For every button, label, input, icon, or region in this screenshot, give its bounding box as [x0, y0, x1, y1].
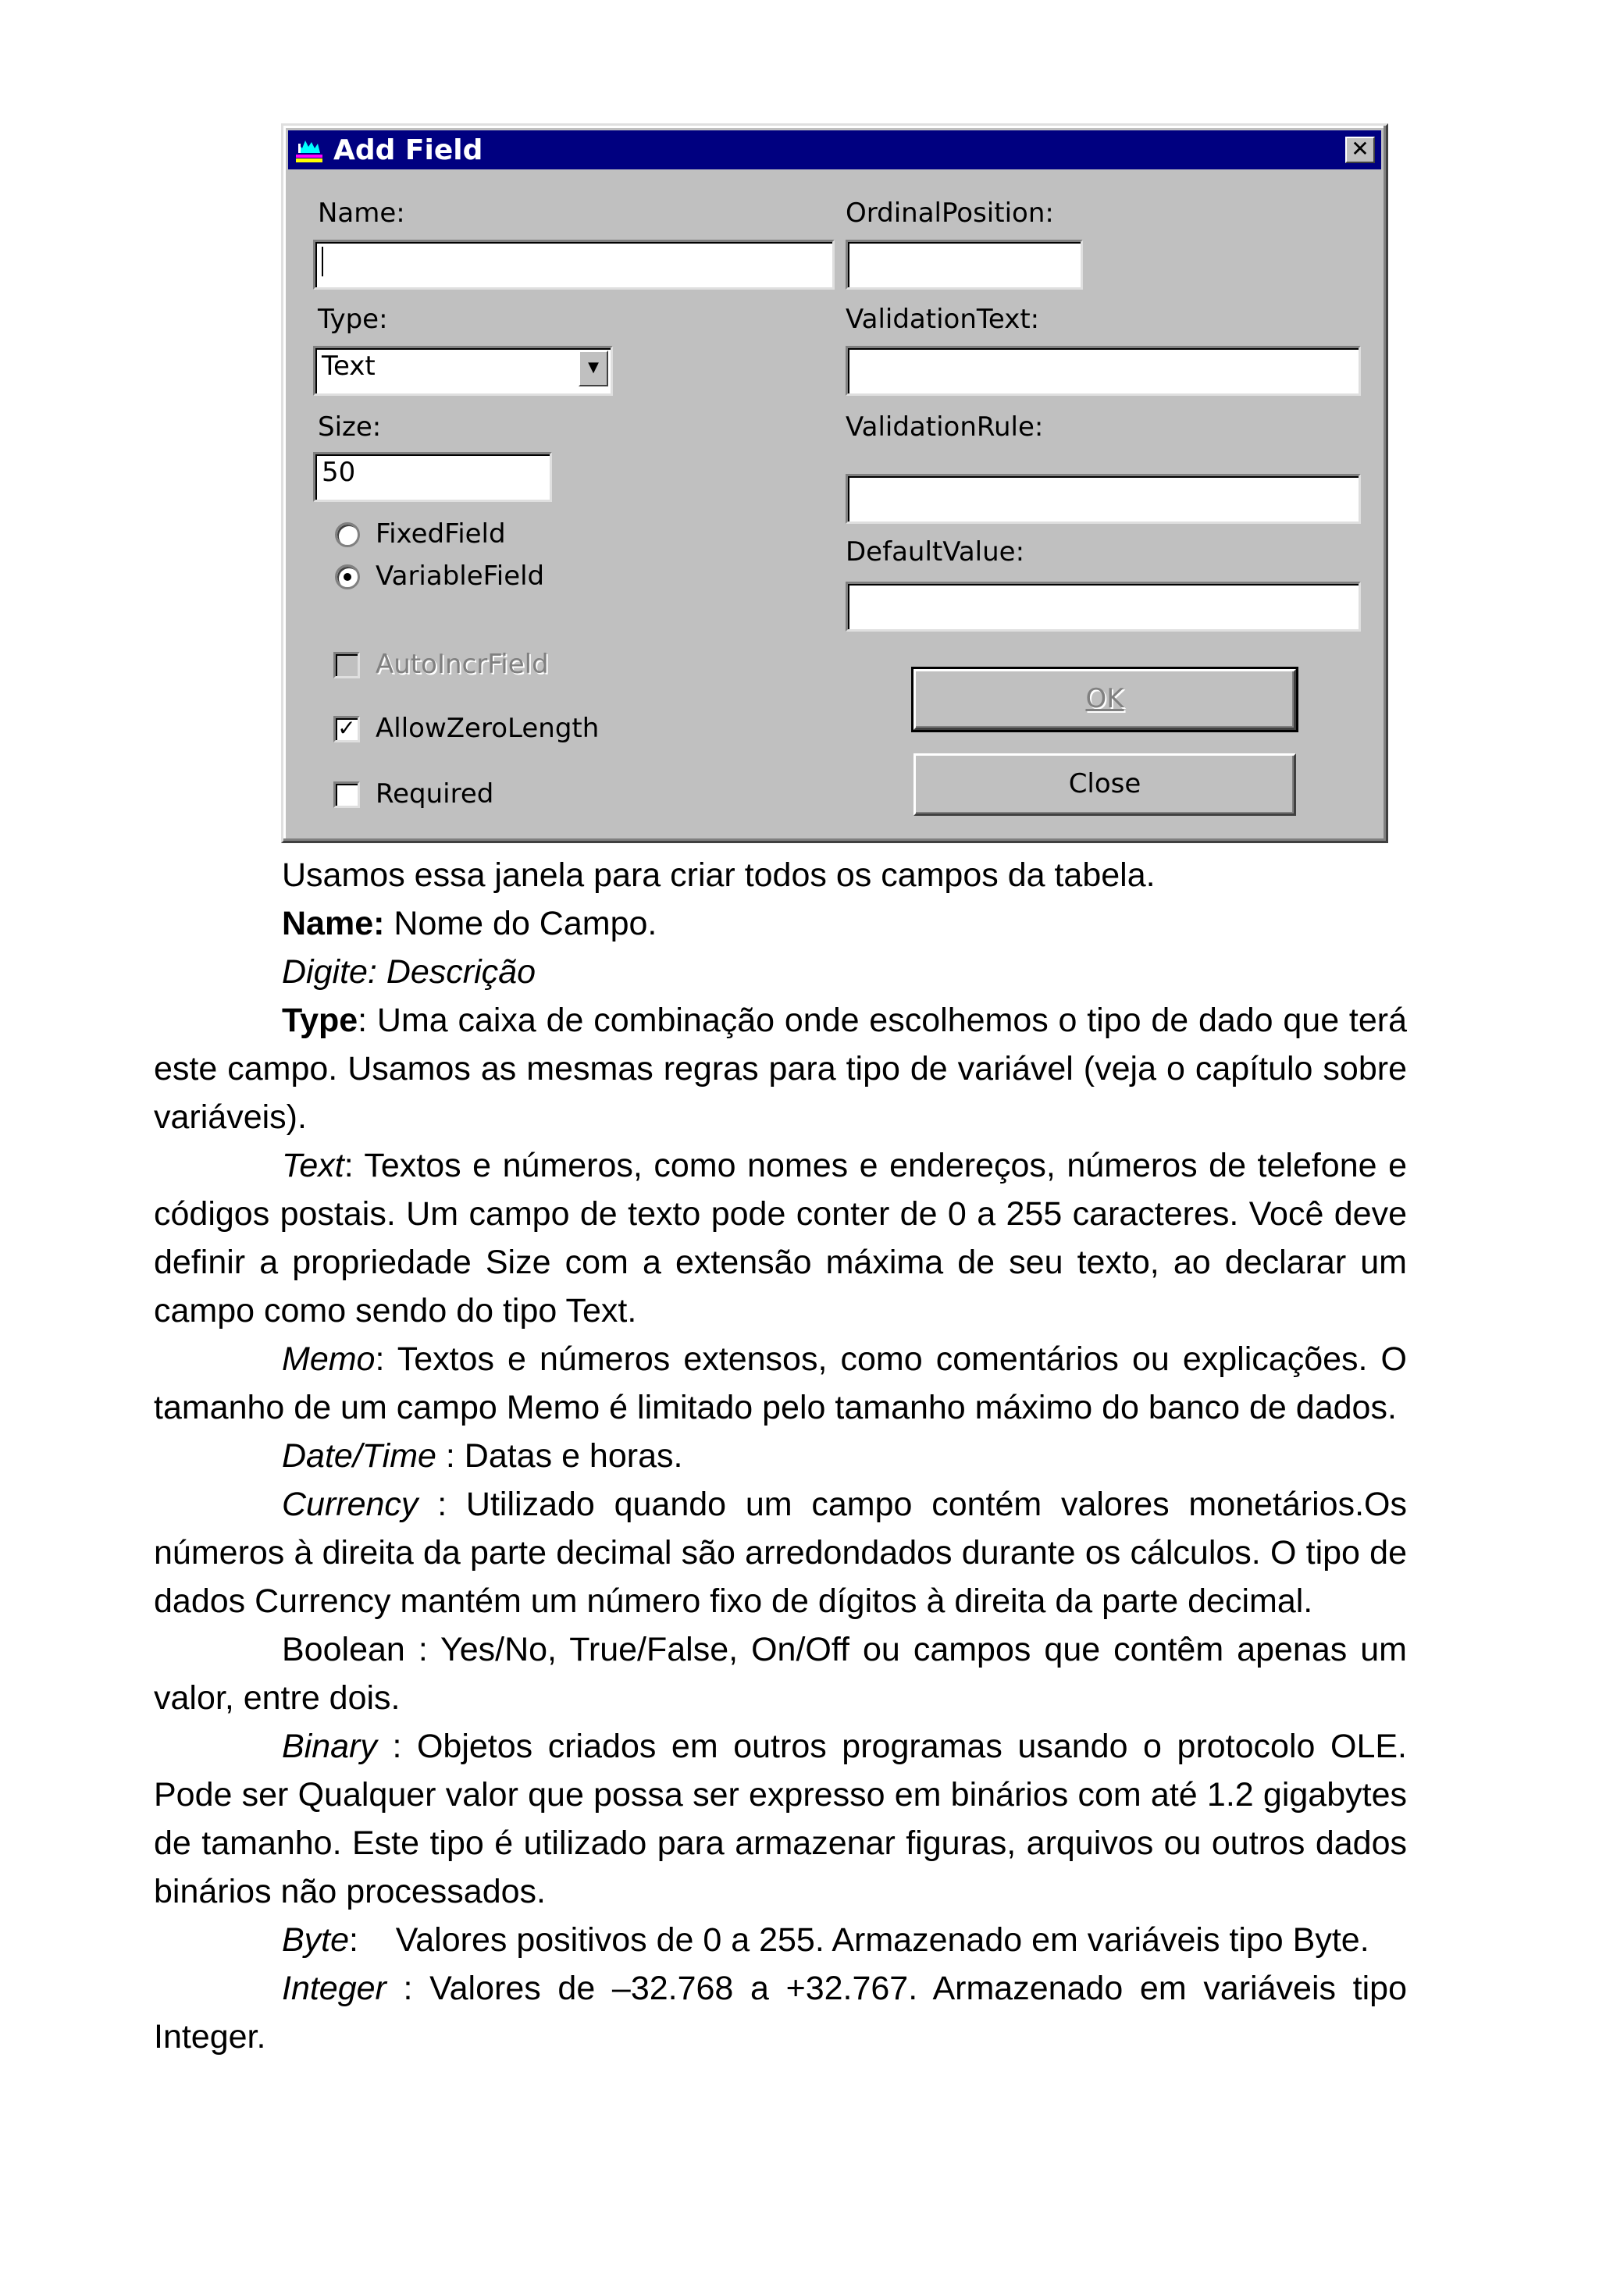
- memo-paragraph: [154, 1335, 1407, 1432]
- type-label: Type:: [318, 304, 388, 335]
- size-input[interactable]: [313, 452, 552, 502]
- text-term: Text: [282, 1147, 344, 1184]
- intro-paragraph: [282, 851, 1407, 899]
- fixedfield-radio[interactable]: [335, 522, 360, 547]
- add-field-dialog: [281, 123, 1388, 843]
- document-body: [154, 851, 1407, 2061]
- close-button-label: Close: [1068, 768, 1141, 799]
- intro-text: Usamos essa janela para criar todos os campos da tabela.: [282, 856, 1156, 894]
- ok-button[interactable]: [913, 669, 1296, 730]
- byte-paragraph: [154, 1916, 1407, 1964]
- ok-button-label: OK: [1085, 683, 1124, 714]
- byte-desc: : Valores positivos de 0 a 255. Armazenado em variáveis tipo Byte.: [349, 1921, 1369, 1959]
- type-combobox[interactable]: [313, 346, 613, 396]
- integer-term: Integer: [282, 1970, 386, 2007]
- ordinalposition-input[interactable]: [846, 240, 1083, 290]
- type-desc: : Uma caixa de combinação onde escolhemos o tipo de dado que terá este campo. Usamos as mesmas regras para tipo de variável (veja o capítulo sobre variáveis).: [154, 1002, 1407, 1136]
- boolean-paragraph: [154, 1625, 1407, 1722]
- radio-selected-dot: [344, 573, 351, 581]
- title-bar[interactable]: [288, 130, 1381, 169]
- variablefield-label: VariableField: [376, 561, 545, 592]
- name-term: Name:: [282, 905, 385, 942]
- datetime-desc: : Datas e horas.: [436, 1437, 683, 1475]
- digite-paragraph: [282, 948, 1407, 996]
- validationtext-input[interactable]: [846, 346, 1361, 396]
- binary-term: Binary: [282, 1728, 377, 1765]
- size-label: Size:: [318, 411, 382, 443]
- text-caret: [322, 247, 323, 276]
- name-input[interactable]: [313, 240, 835, 290]
- currency-term: Currency: [282, 1486, 418, 1523]
- allowzerolength-label: AllowZeroLength: [376, 713, 600, 744]
- datetime-term: Date/Time: [282, 1437, 436, 1475]
- digite-text: Digite: Descrição: [282, 953, 536, 991]
- currency-paragraph: [154, 1480, 1407, 1625]
- autoincrfield-checkbox[interactable]: [333, 652, 360, 678]
- required-checkbox[interactable]: [333, 781, 360, 808]
- name-desc: Nome do Campo.: [384, 905, 657, 942]
- validationrule-label: ValidationRule:: [846, 411, 1044, 443]
- ordinalposition-label: OrdinalPosition:: [846, 198, 1054, 229]
- validationrule-input[interactable]: [846, 474, 1361, 524]
- type-term: Type: [282, 1002, 358, 1039]
- binary-paragraph: [154, 1722, 1407, 1916]
- binary-desc: : Objetos criados em outros programas usando o protocolo OLE. Pode ser Qualquer valor que possa ser expresso em binários com até 1.2 gigabytes de tamanho. Este tipo é utilizado para armazenar figuras, arquivos ou outros dados binários não processados.: [154, 1728, 1407, 1910]
- app-icon: [296, 137, 322, 162]
- name-label: Name:: [318, 198, 405, 229]
- boolean-text: Boolean : Yes/No, True/False, On/Off ou campos que contêm apenas um valor, entre dois.: [154, 1631, 1407, 1717]
- integer-desc: : Valores de –32.768 a +32.767. Armazenado em variáveis tipo Integer.: [154, 1970, 1407, 2056]
- required-label: Required: [376, 778, 494, 810]
- type-paragraph: [154, 996, 1407, 1141]
- memo-term: Memo: [282, 1340, 376, 1378]
- size-input-value: 50: [322, 457, 356, 488]
- datetime-paragraph: [154, 1432, 1407, 1480]
- byte-term: Byte: [282, 1921, 350, 1959]
- checkmark-icon: ✓: [337, 715, 356, 741]
- close-icon[interactable]: ✕: [1345, 137, 1375, 163]
- close-button[interactable]: [913, 753, 1296, 816]
- variablefield-radio[interactable]: [335, 564, 360, 589]
- dialog-title: Add Field: [333, 134, 483, 166]
- integer-paragraph: [154, 1964, 1407, 2061]
- currency-desc: : Utilizado quando um campo contém valores monetários.Os números à direita da parte decimal são arredondados durante os cálculos. O tipo de dados Currency mantém um número fixo de dígitos à direita da parte decimal.: [154, 1486, 1407, 1620]
- type-combobox-value: Text: [322, 351, 376, 382]
- memo-desc: : Textos e números extensos, como comentários ou explicações. O tamanho de um campo Memo é limitado pelo tamanho máximo do banco de dados.: [154, 1340, 1407, 1426]
- defaultvalue-input[interactable]: [846, 582, 1361, 632]
- chevron-down-icon[interactable]: ▼: [579, 351, 608, 386]
- allowzerolength-checkbox[interactable]: [333, 716, 360, 742]
- text-paragraph: [154, 1141, 1407, 1335]
- autoincrfield-label: AutoIncrField: [376, 649, 549, 680]
- validationtext-label: ValidationText:: [846, 304, 1040, 335]
- text-desc: : Textos e números, como nomes e endereços, números de telefone e códigos postais. Um campo de texto pode conter de 0 a 255 caracteres. Você deve definir a propriedade Size com a extensão máxima de seu texto, ao declarar um campo como sendo do tipo Text.: [154, 1147, 1407, 1330]
- fixedfield-label: FixedField: [376, 518, 506, 550]
- defaultvalue-label: DefaultValue:: [846, 536, 1025, 568]
- name-paragraph: [282, 899, 1407, 948]
